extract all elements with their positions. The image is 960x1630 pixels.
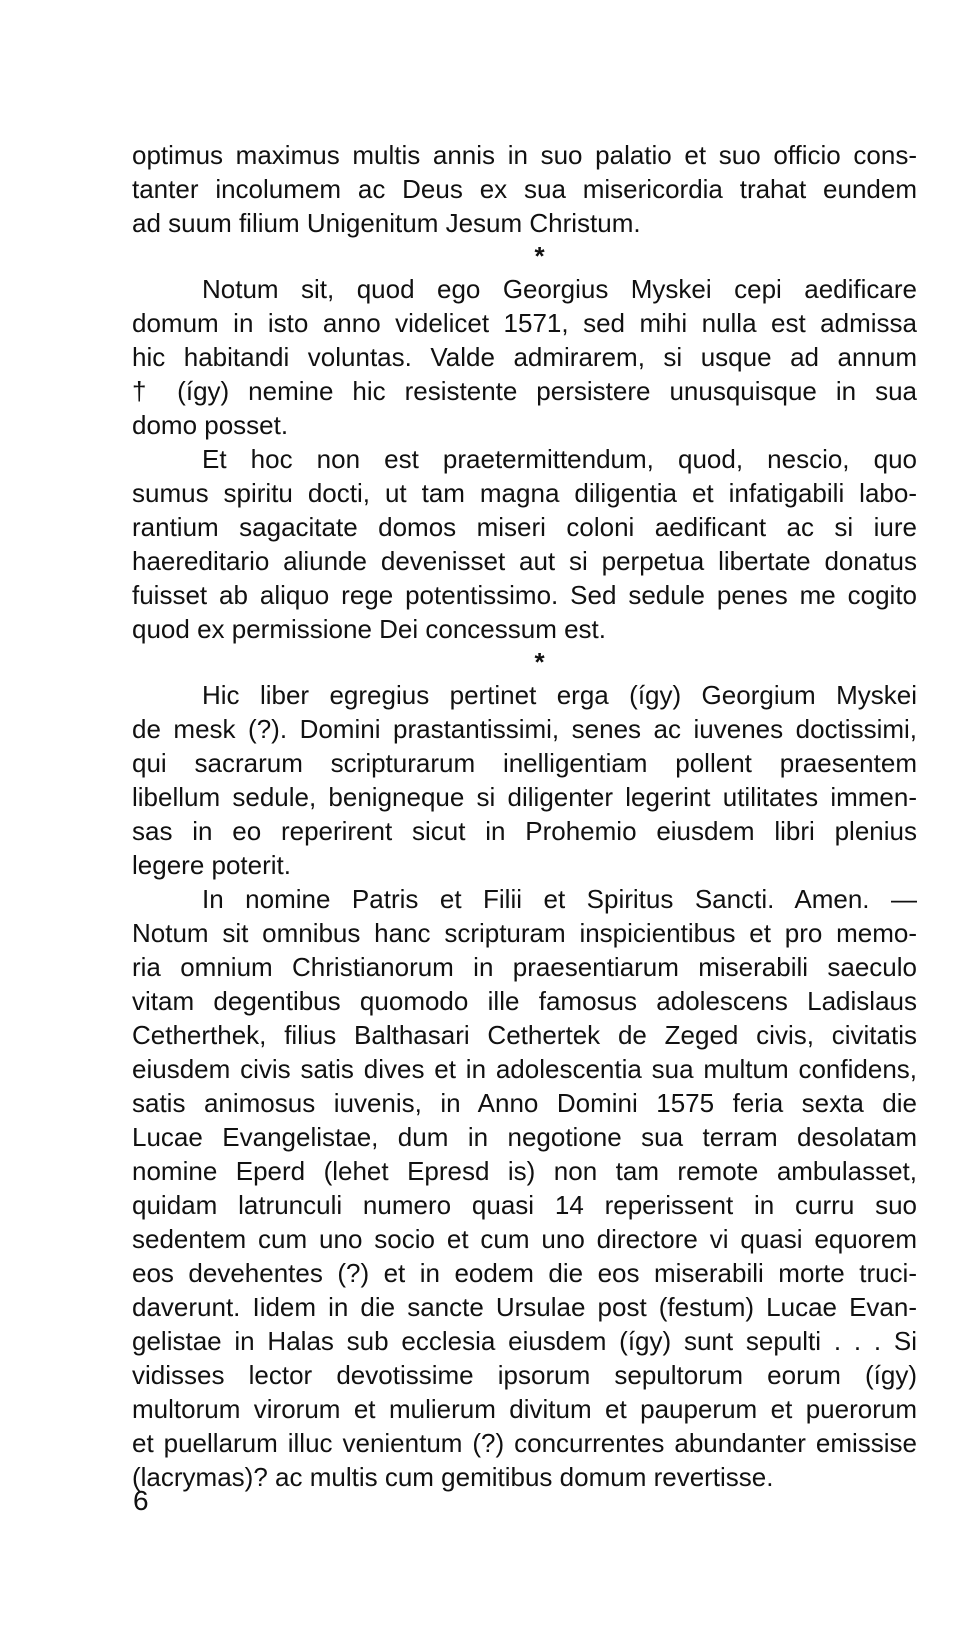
text-line: optimus maximus multis annis in suo palatio et suo officio cons- <box>132 140 917 170</box>
text-line: sumus spiritu docti, ut tam magna diligentia et infatigabili labo- <box>132 478 917 508</box>
text-line: Hic liber egregius pertinet erga (így) Georgium Myskei <box>202 680 917 710</box>
text-line: In nomine Patris et Filii et Spiritus Sancti. Amen. — <box>202 884 917 914</box>
paragraph-1 <box>132 138 917 240</box>
paragraph-3 <box>132 442 917 646</box>
text-line: vitam degentibus quomodo ille famosus adolescens Ladislaus <box>132 986 917 1016</box>
text-line: sas in eo reperirent sicut in Prohemio eiusdem libri plenius <box>132 816 917 846</box>
text-line: eiusdem civis satis dives et in adolescentia sua multum confidens, <box>132 1054 917 1084</box>
text-line: libellum sedule, benigneque si diligenter legerint utilitates immen- <box>132 782 917 812</box>
text-line: gelistae in Halas sub ecclesia eiusdem (így) sunt sepulti . . . Si <box>132 1326 917 1356</box>
text-line: quidam latrunculi numero quasi 14 reperissent in curru suo <box>132 1190 917 1220</box>
text-line: † (így) nemine hic resistente persistere unusquisque in sua <box>132 376 917 406</box>
text-line: domo posset. <box>132 410 289 440</box>
paragraph-5 <box>132 882 917 1494</box>
text-line: tanter incolumem ac Deus ex sua misericordia trahat eundem <box>132 174 917 204</box>
text-line: et puellarum illuc venientum (?) concurrentes abundanter emissise <box>132 1428 917 1458</box>
document-page <box>132 138 917 1494</box>
text-line: (lacrymas)? ac multis cum gemitibus domum revertisse. <box>132 1462 774 1492</box>
text-line: de mesk (?). Domini prastantissimi, senes ac iuvenes doctissimi, <box>132 714 917 744</box>
text-line: hic habitandi voluntas. Valde admirarem, si usque ad annum <box>132 342 917 372</box>
paragraph-2 <box>132 272 917 442</box>
text-line: rantium sagacitate domos miseri coloni aedificant ac si iure <box>132 512 917 542</box>
text-line: eos devehentes (?) et in eodem die eos miserabili morte truci- <box>132 1258 917 1288</box>
section-separator: * <box>534 241 545 271</box>
text-line: quod ex permissione Dei concessum est. <box>132 614 607 644</box>
text-line: vidisses lector devotissime ipsorum sepultorum eorum (így) <box>132 1360 917 1390</box>
text-line: haereditario aliunde devenisset aut si perpetua libertate donatus <box>132 546 917 576</box>
text-line: ad suum filium Unigenitum Jesum Christum. <box>132 208 641 238</box>
text-line: satis animosus iuvenis, in Anno Domini 1575 feria sexta die <box>132 1088 917 1118</box>
text-line: daverunt. Iidem in die sancte Ursulae post (festum) Lucae Evan- <box>132 1292 917 1322</box>
text-line: ria omnium Christianorum in praesentiarum miserabili saeculo <box>132 952 917 982</box>
text-line: Et hoc non est praetermittendum, quod, nescio, quo <box>202 444 917 474</box>
text-line: nomine Eperd (lehet Epresd is) non tam remote ambulasset, <box>132 1156 917 1186</box>
text-line: Notum sit omnibus hanc scripturam inspicientibus et pro memo- <box>132 918 917 948</box>
text-line: domum in isto anno videlicet 1571, sed mihi nulla est admissa <box>132 308 917 338</box>
text-line: Notum sit, quod ego Georgius Myskei cepi aedificare <box>202 274 917 304</box>
paragraph-4 <box>132 678 917 882</box>
text-line: Cetherthek, filius Balthasari Cethertek de Zeged civis, civitatis <box>132 1020 917 1050</box>
page-number: 6 <box>133 1485 149 1516</box>
section-separator: * <box>534 647 545 677</box>
text-line: multorum virorum et mulierum divitum et pauperum et puerorum <box>132 1394 917 1424</box>
text-line: qui sacrarum scripturarum inelligentiam pollent praesentem <box>132 748 917 778</box>
text-line: Lucae Evangelistae, dum in negotione sua terram desolatam <box>132 1122 917 1152</box>
text-line: legere poterit. <box>132 850 291 880</box>
text-line: fuisset ab aliquo rege potentissimo. Sed sedule penes me cogito <box>132 580 917 610</box>
text-line: sedentem cum uno socio et cum uno directore vi quasi equorem <box>132 1224 917 1254</box>
